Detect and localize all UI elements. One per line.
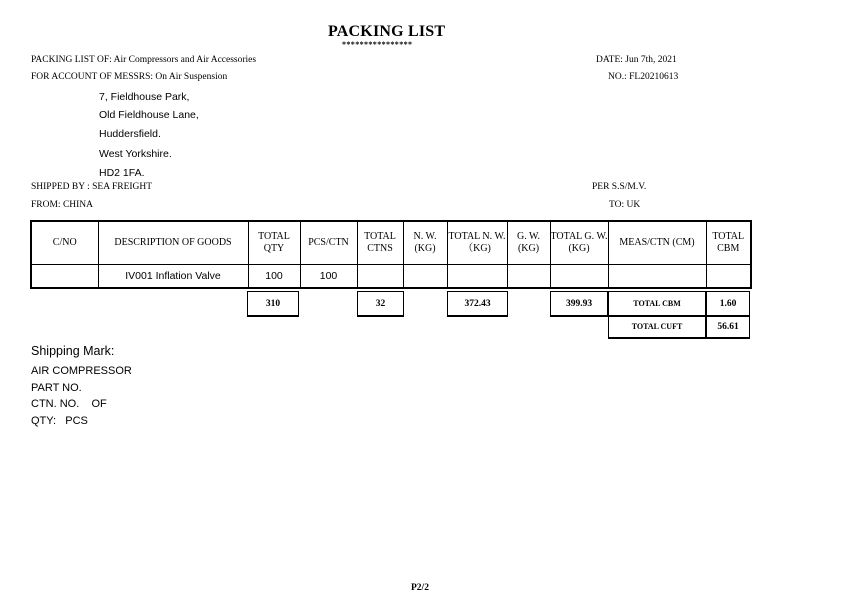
account-of: FOR ACCOUNT OF MESSRS: On Air Suspension bbox=[31, 72, 228, 82]
total-cuft-value: 56.61 bbox=[706, 317, 750, 339]
per-vessel: PER S.S/M.V. bbox=[592, 182, 647, 192]
cell-gw bbox=[507, 264, 550, 288]
address-line-1: 7, Fieldhouse Park, bbox=[99, 91, 190, 103]
date: DATE: Jun 7th, 2021 bbox=[596, 55, 677, 65]
col-description: DESCRIPTION OF GOODS bbox=[98, 221, 248, 264]
page-number: P2/2 bbox=[411, 583, 429, 593]
col-pcs-ctn: PCS/CTN bbox=[300, 221, 357, 264]
col-nw: N. W. (KG) bbox=[403, 221, 447, 264]
col-total-qty: TOTAL QTY bbox=[248, 221, 300, 264]
total-qty: 310 bbox=[247, 291, 299, 317]
ship-from: FROM: CHINA bbox=[31, 200, 94, 210]
cell-pcs-ctn: 100 bbox=[300, 264, 357, 288]
total-cbm-label: TOTAL CBM bbox=[608, 291, 706, 317]
title-underline-stars: **************** bbox=[342, 40, 413, 49]
table-header-row bbox=[31, 221, 751, 264]
cell-total-cbm bbox=[706, 264, 751, 288]
shipping-mark-line-2: PART NO. bbox=[31, 382, 82, 394]
address-line-2: Old Fieldhouse Lane, bbox=[99, 109, 199, 121]
total-cuft-label: TOTAL CUFT bbox=[608, 317, 706, 339]
total-gw: 399.93 bbox=[550, 291, 608, 317]
cell-cno bbox=[31, 264, 98, 288]
total-nw: 372.43 bbox=[447, 291, 508, 317]
shipping-mark-line-3: CTN. NO. OF bbox=[31, 398, 107, 410]
shipping-mark-title: Shipping Mark: bbox=[31, 344, 115, 358]
total-cbm-value: 1.60 bbox=[706, 291, 750, 317]
shipping-mark-line-1: AIR COMPRESSOR bbox=[31, 365, 132, 377]
cell-description: IV001 Inflation Valve bbox=[98, 264, 248, 288]
packing-table bbox=[30, 220, 752, 289]
cell-meas bbox=[608, 264, 706, 288]
total-ctns: 32 bbox=[357, 291, 404, 317]
cell-total-ctns bbox=[357, 264, 403, 288]
page-title: PACKING LIST bbox=[328, 23, 446, 40]
cell-total-nw bbox=[447, 264, 507, 288]
col-gw: G. W. (KG) bbox=[507, 221, 550, 264]
address-line-4: West Yorkshire. bbox=[99, 148, 172, 160]
col-total-nw: TOTAL N. W. （KG) bbox=[447, 221, 507, 264]
col-cno: C/NO bbox=[31, 221, 98, 264]
shipped-by: SHIPPED BY : SEA FREIGHT bbox=[31, 182, 153, 192]
col-total-cbm: TOTAL CBM bbox=[706, 221, 751, 264]
ship-to: TO: UK bbox=[609, 200, 641, 210]
document-number: NO.: FL20210613 bbox=[608, 72, 679, 82]
col-total-ctns: TOTAL CTNS bbox=[357, 221, 403, 264]
packing-list-of: PACKING LIST OF: Air Compressors and Air Accessories bbox=[31, 55, 257, 65]
table-row bbox=[31, 264, 751, 288]
shipping-mark-line-4: QTY: PCS bbox=[31, 415, 88, 427]
col-total-gw: TOTAL G. W.(KG) bbox=[550, 221, 608, 264]
cell-total-qty: 100 bbox=[248, 264, 300, 288]
cell-nw bbox=[403, 264, 447, 288]
cell-total-gw bbox=[550, 264, 608, 288]
address-line-3: Huddersfield. bbox=[99, 128, 161, 140]
address-line-5: HD2 1FA. bbox=[99, 167, 145, 179]
col-meas: MEAS/CTN (CM) bbox=[608, 221, 706, 264]
